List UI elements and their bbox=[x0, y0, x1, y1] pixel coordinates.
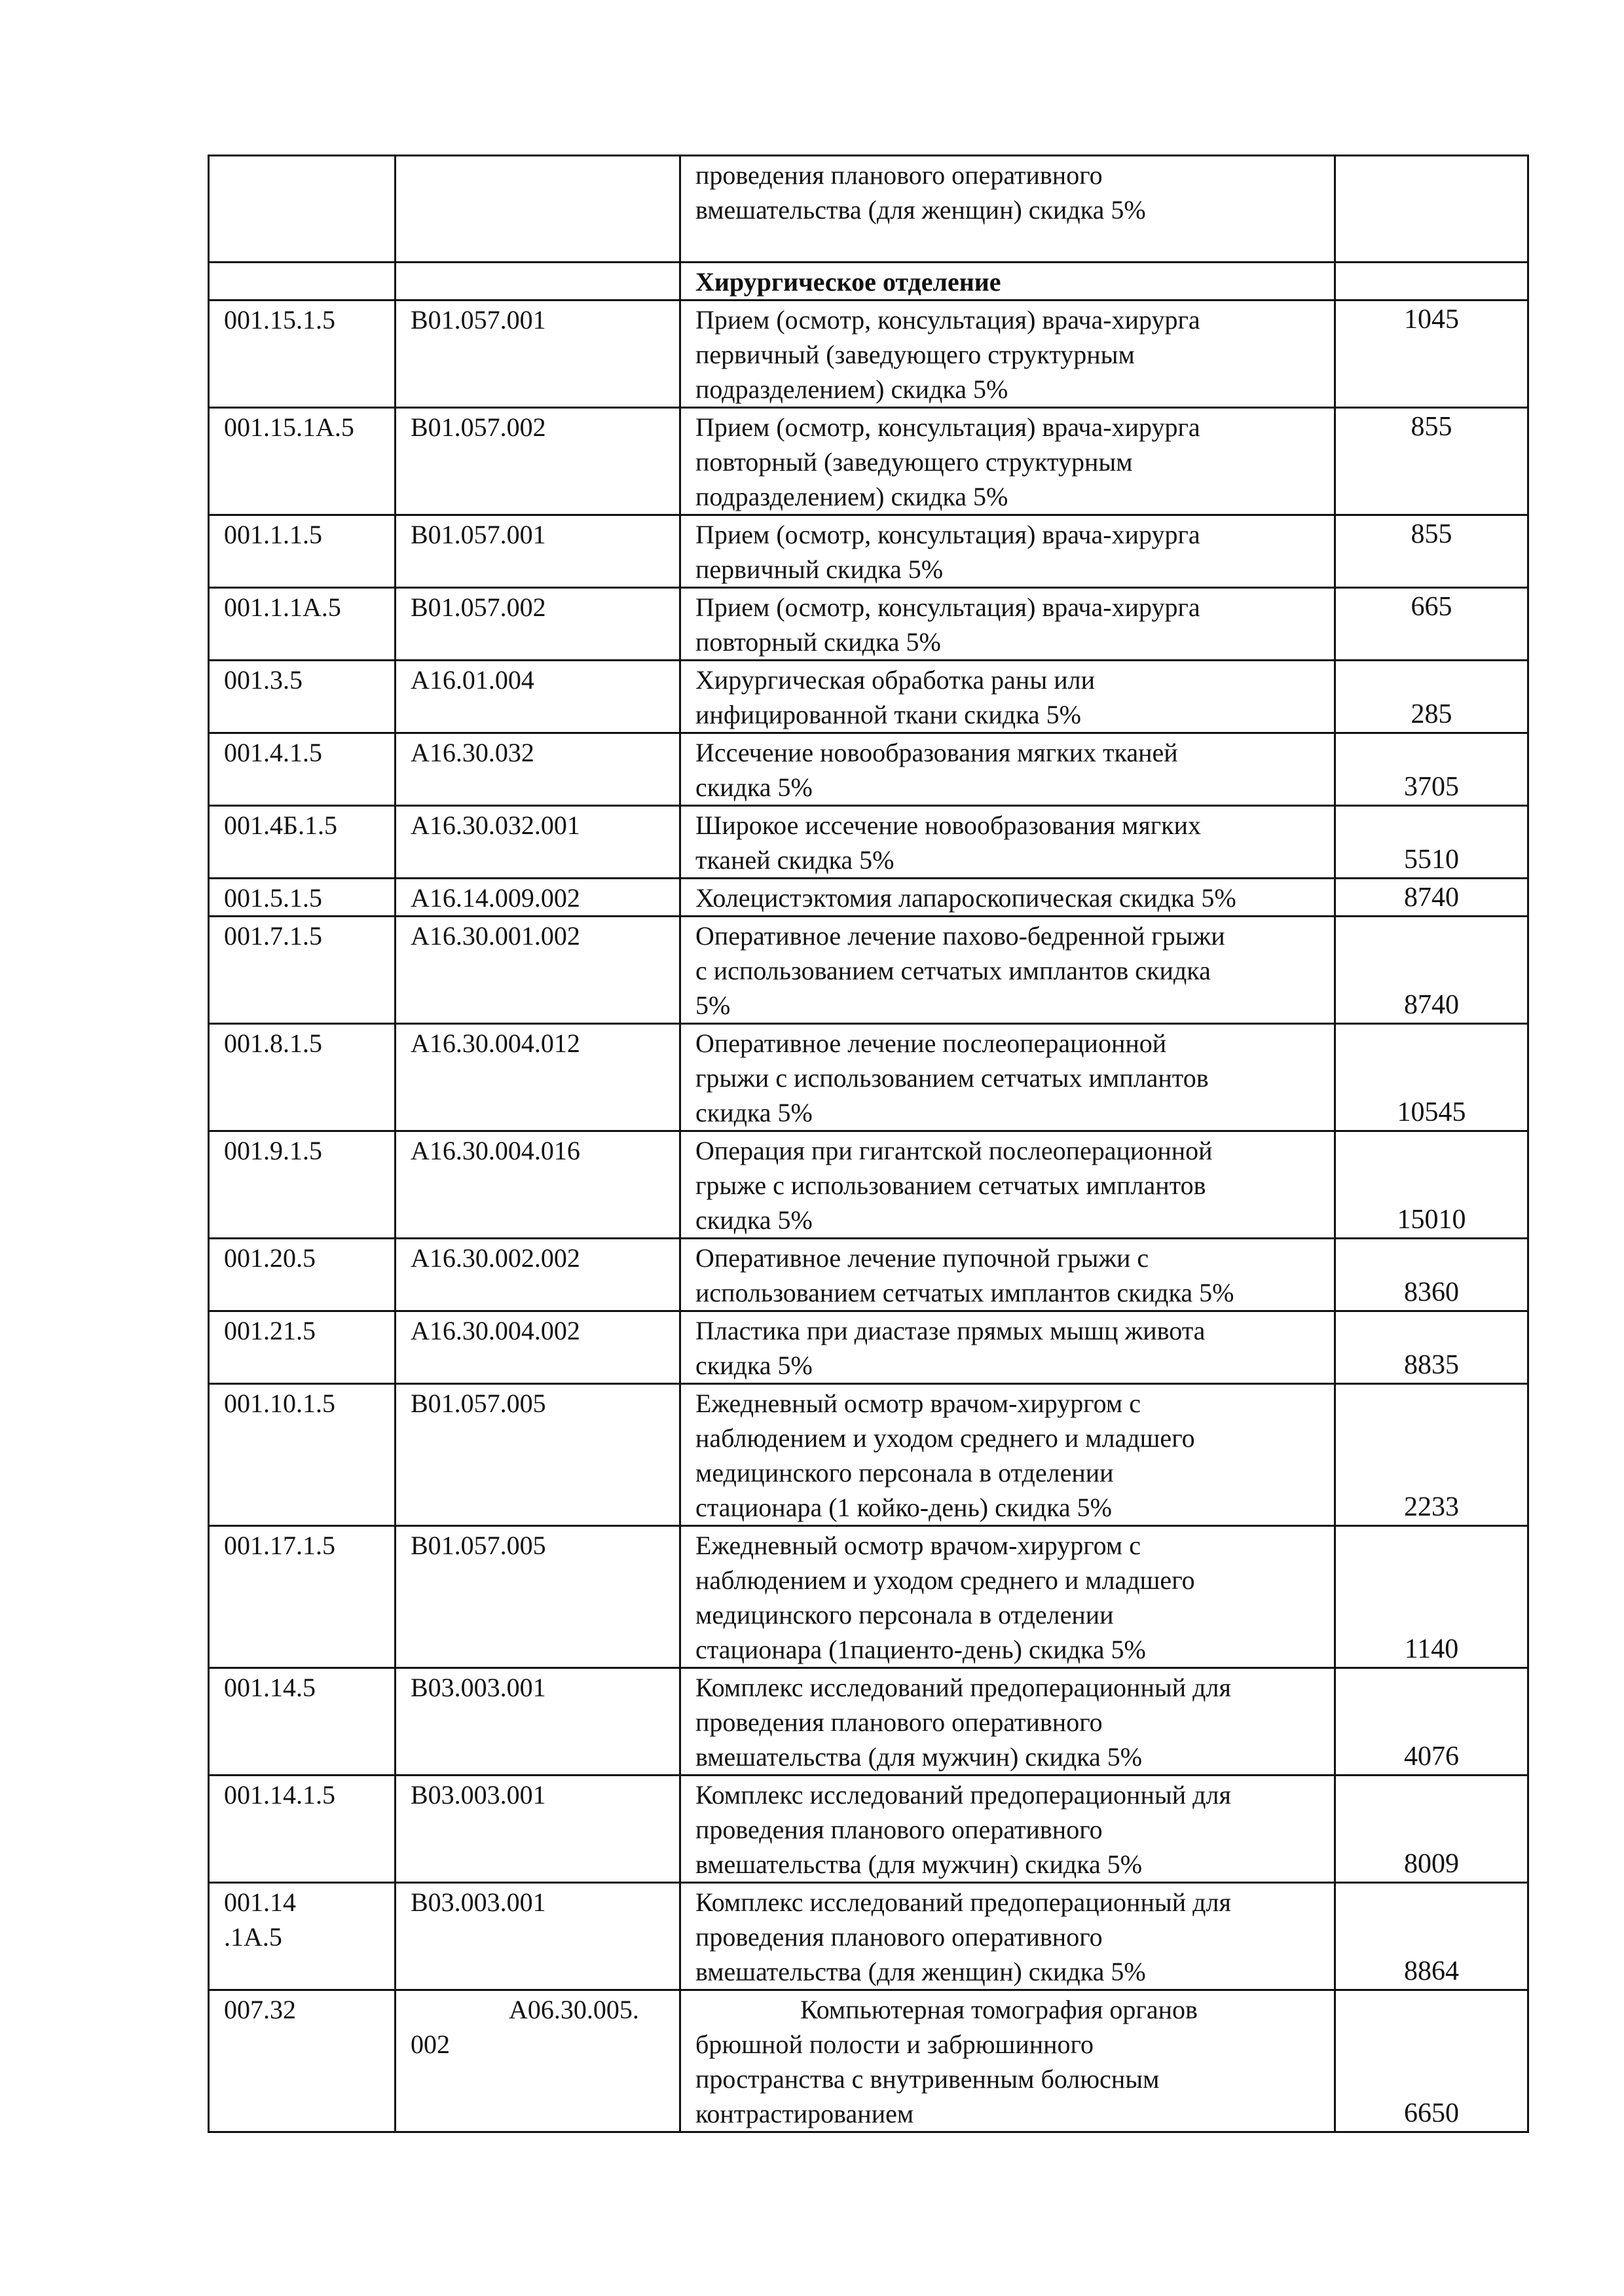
table-row-last bbox=[209, 1990, 1528, 2132]
table-row bbox=[209, 733, 1528, 806]
table-row bbox=[209, 515, 1528, 588]
service-name-cell: Широкое иссечение новообразования мягких тканей скидка 5% bbox=[680, 806, 1335, 879]
service-code-cell: B01.057.001 bbox=[396, 301, 680, 408]
service-name-cell: Пластика при диастазе прямых мышц живота скидка 5% bbox=[680, 1311, 1335, 1384]
price-cell: 8835 bbox=[1335, 1311, 1528, 1384]
price-cell: 665 bbox=[1335, 588, 1528, 661]
price-cell: 15010 bbox=[1335, 1131, 1528, 1239]
code-cell: 001.7.1.5 bbox=[209, 917, 396, 1024]
code-cell: 007.32 bbox=[209, 1990, 396, 2132]
code-cell: 001.14.5 bbox=[209, 1668, 396, 1776]
code-cell: 001.4Б.1.5 bbox=[209, 806, 396, 879]
service-code-cell: B01.057.001 bbox=[396, 515, 680, 588]
code-cell: 001.15.1.5 bbox=[209, 301, 396, 408]
service-name-cell: проведения планового оперативного вмешательства (для женщин) скидка 5% bbox=[680, 156, 1335, 263]
service-name-cell: Прием (осмотр, консультация) врача-хирурга первичный скидка 5% bbox=[680, 515, 1335, 588]
table-row bbox=[209, 806, 1528, 879]
service-name-cell: Комплекс исследований предоперационный для проведения планового оперативного вмешательства (для мужчин) скидка 5% bbox=[680, 1776, 1335, 1883]
code-cell: 001.8.1.5 bbox=[209, 1024, 396, 1131]
service-code-cell: B03.003.001 bbox=[396, 1776, 680, 1883]
price-cell bbox=[1335, 263, 1528, 301]
code-cell bbox=[209, 156, 396, 263]
service-name-cell: Холецистэктомия лапароскопическая скидка 5% bbox=[680, 879, 1335, 917]
price-cell: 4076 bbox=[1335, 1668, 1528, 1776]
price-cell: 1045 bbox=[1335, 301, 1528, 408]
service-code-cell: A16.30.004.016 bbox=[396, 1131, 680, 1239]
code-cell: 001.14.1.5 bbox=[209, 1776, 396, 1883]
service-code-cell: B01.057.005 bbox=[396, 1526, 680, 1668]
price-cell: 8864 bbox=[1335, 1883, 1528, 1990]
service-code-cell: B01.057.002 bbox=[396, 588, 680, 661]
price-cell: 285 bbox=[1335, 661, 1528, 733]
table-row bbox=[209, 408, 1528, 515]
code-cell: 001.1.1.5 bbox=[209, 515, 396, 588]
service-code-cell: B03.003.001 bbox=[396, 1668, 680, 1776]
service-code-cell: A16.01.004 bbox=[396, 661, 680, 733]
price-cell: 855 bbox=[1335, 515, 1528, 588]
service-code-cell: B01.057.005 bbox=[396, 1384, 680, 1526]
price-cell: 8740 bbox=[1335, 879, 1528, 917]
service-name-cell: Комплекс исследований предоперационный для проведения планового оперативного вмешательства (для мужчин) скидка 5% bbox=[680, 1668, 1335, 1776]
service-name-cell: Компьютерная томография органов брюшной полости и забрюшинного пространства с внутривенным болюсным контрастированием bbox=[680, 1990, 1335, 2132]
service-name-cell: Ежедневный осмотр врачом-хирургом с наблюдением и уходом среднего и младшего медицинского персонала в отделении стационара (1 койко-день) скидка 5% bbox=[680, 1384, 1335, 1526]
service-name-cell: Прием (осмотр, консультация) врача-хирурга повторный скидка 5% bbox=[680, 588, 1335, 661]
service-name-cell: Прием (осмотр, консультация) врача-хирурга первичный (заведующего структурным подразделением) скидка 5% bbox=[680, 301, 1335, 408]
service-code-cell: A16.30.001.002 bbox=[396, 917, 680, 1024]
table-row bbox=[209, 1883, 1528, 1990]
service-code-cell bbox=[396, 156, 680, 263]
service-name-cell: Оперативное лечение послеоперационной грыжи с использованием сетчатых имплантов скидка 5% bbox=[680, 1024, 1335, 1131]
code-cell: 001.15.1А.5 bbox=[209, 408, 396, 515]
table-row bbox=[209, 1668, 1528, 1776]
service-code-cell bbox=[396, 1990, 680, 2132]
price-cell: 6650 bbox=[1335, 1990, 1528, 2132]
table-row bbox=[209, 1526, 1528, 1668]
service-name-cell: Хирургическая обработка раны или инфицированной ткани скидка 5% bbox=[680, 661, 1335, 733]
service-name-cell: Операция при гигантской послеоперационной грыже с использованием сетчатых имплантов скидка 5% bbox=[680, 1131, 1335, 1239]
code-cell: 001.21.5 bbox=[209, 1311, 396, 1384]
table-row bbox=[209, 1131, 1528, 1239]
section-header-row bbox=[209, 263, 1528, 301]
code-cell: 001.4.1.5 bbox=[209, 733, 396, 806]
service-code-cell: B03.003.001 bbox=[396, 1883, 680, 1990]
price-cell: 855 bbox=[1335, 408, 1528, 515]
price-cell: 10545 bbox=[1335, 1024, 1528, 1131]
code-cell bbox=[209, 263, 396, 301]
table-row-fragment bbox=[209, 156, 1528, 263]
service-code-cell bbox=[396, 263, 680, 301]
table-row bbox=[209, 1384, 1528, 1526]
table-row bbox=[209, 301, 1528, 408]
table-row bbox=[209, 879, 1528, 917]
section-title: Хирургическое отделение bbox=[680, 263, 1335, 301]
service-name-cell: Комплекс исследований предоперационный для проведения планового оперативного вмешательства (для женщин) скидка 5% bbox=[680, 1883, 1335, 1990]
service-code-cell: A16.30.004.012 bbox=[396, 1024, 680, 1131]
service-code-cell: A16.30.004.002 bbox=[396, 1311, 680, 1384]
price-cell: 1140 bbox=[1335, 1526, 1528, 1668]
service-name-cell: Оперативное лечение пахово-бедренной грыжи с использованием сетчатых имплантов скидка 5% bbox=[680, 917, 1335, 1024]
code-cell: 001.5.1.5 bbox=[209, 879, 396, 917]
service-name-cell: Оперативное лечение пупочной грыжи с использованием сетчатых имплантов скидка 5% bbox=[680, 1239, 1335, 1311]
table-row bbox=[209, 917, 1528, 1024]
table-row bbox=[209, 1311, 1528, 1384]
table-row bbox=[209, 1024, 1528, 1131]
price-cell: 8009 bbox=[1335, 1776, 1528, 1883]
code-cell: 001.9.1.5 bbox=[209, 1131, 396, 1239]
service-code-line-2: 002 bbox=[411, 2030, 450, 2059]
table-row bbox=[209, 661, 1528, 733]
price-cell: 5510 bbox=[1335, 806, 1528, 879]
price-cell: 2233 bbox=[1335, 1384, 1528, 1526]
price-table bbox=[208, 155, 1529, 2133]
code-cell: 001.14 .1А.5 bbox=[209, 1883, 396, 1990]
service-code-cell: A16.30.032.001 bbox=[396, 806, 680, 879]
service-name-cell: Иссечение новообразования мягких тканей скидка 5% bbox=[680, 733, 1335, 806]
table-row bbox=[209, 588, 1528, 661]
service-code-cell: A16.30.002.002 bbox=[396, 1239, 680, 1311]
table-row bbox=[209, 1239, 1528, 1311]
service-code-line-1: A06.30.005. bbox=[509, 1995, 639, 2024]
price-cell bbox=[1335, 156, 1528, 263]
code-cell: 001.20.5 bbox=[209, 1239, 396, 1311]
code-cell: 001.10.1.5 bbox=[209, 1384, 396, 1526]
price-cell: 8740 bbox=[1335, 917, 1528, 1024]
service-code-cell: B01.057.002 bbox=[396, 408, 680, 515]
table-row bbox=[209, 1776, 1528, 1883]
price-cell: 3705 bbox=[1335, 733, 1528, 806]
price-cell: 8360 bbox=[1335, 1239, 1528, 1311]
service-code-cell: A16.30.032 bbox=[396, 733, 680, 806]
service-code-cell: A16.14.009.002 bbox=[396, 879, 680, 917]
service-name-cell: Прием (осмотр, консультация) врача-хирурга повторный (заведующего структурным подразделением) скидка 5% bbox=[680, 408, 1335, 515]
service-name-cell: Ежедневный осмотр врачом-хирургом с наблюдением и уходом среднего и младшего медицинского персонала в отделении стационара (1пациенто-день) скидка 5% bbox=[680, 1526, 1335, 1668]
code-cell: 001.3.5 bbox=[209, 661, 396, 733]
code-cell: 001.1.1А.5 bbox=[209, 588, 396, 661]
code-cell: 001.17.1.5 bbox=[209, 1526, 396, 1668]
